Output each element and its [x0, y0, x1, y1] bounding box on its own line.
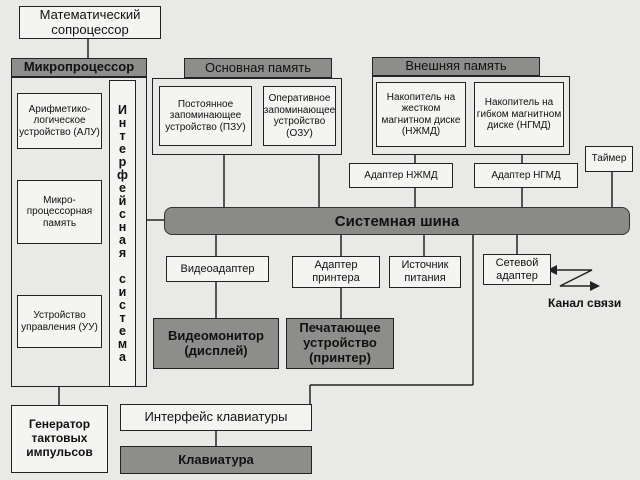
interface-system-letter: т — [119, 128, 126, 143]
interface-system-letter: м — [117, 336, 128, 351]
keyboard-box: Клавиатура — [120, 446, 312, 474]
interface-system-letter: с — [119, 297, 126, 312]
interface-system-letter: с — [119, 271, 126, 286]
interface-system-letter: е — [119, 141, 126, 156]
coprocessor-box: Математический сопроцессор — [19, 6, 161, 39]
keyboard-interface-box: Интерфейс клавиатуры — [120, 404, 312, 431]
interface-system-letter: н — [118, 219, 127, 234]
printer-adapter-box: Адаптер принтера — [292, 256, 380, 288]
fdd-adapter-box: Адаптер НГМД — [474, 163, 578, 188]
hdd-box: Накопитель на жестком магнитном диске (НЖМД) — [376, 82, 466, 147]
interface-system-letter — [121, 260, 124, 273]
interface-system-letter: р — [118, 154, 127, 169]
interface-system-letter: ф — [117, 167, 128, 182]
monitor-box: Видеомонитор (дисплей) — [153, 318, 279, 369]
interface-system-box — [109, 80, 136, 387]
hdd-adapter-box: Адаптер НЖМД — [349, 163, 453, 188]
ram-box: Оперативное запоминающее устройство (ОЗУ) — [263, 86, 336, 146]
alu-box: Арифметико- логическое устройство (АЛУ) — [17, 93, 102, 149]
interface-system-letter: И — [118, 102, 127, 117]
comm-channel-label: Канал связи — [548, 296, 622, 310]
interface-system-letter: а — [119, 232, 126, 247]
interface-system-letter: е — [119, 180, 126, 195]
clock-generator-box: Генератор тактовых импульсов — [11, 405, 108, 473]
interface-system-letter: а — [119, 349, 126, 364]
rom-box: Постоянное запоминающее устройство (ПЗУ) — [159, 86, 252, 146]
network-adapter-box: Сетевой адаптер — [483, 254, 551, 285]
interface-system-letter: т — [119, 310, 126, 325]
interface-system-letter: е — [119, 323, 126, 338]
microprocessor-title: Микропроцессор — [11, 58, 147, 77]
interface-system-label — [117, 104, 128, 364]
interface-system-letter: н — [118, 115, 127, 130]
power-supply-box: Источник питания — [389, 256, 461, 288]
timer-box: Таймер — [585, 146, 633, 172]
microprocessor-memory-box: Микро- процессорная память — [17, 180, 102, 244]
interface-system-letter: с — [119, 206, 126, 221]
main-memory-title: Основная память — [184, 58, 332, 78]
interface-system-letter: и — [118, 284, 127, 299]
video-adapter-box: Видеоадаптер — [166, 256, 269, 282]
system-bus: Системная шина — [164, 207, 630, 235]
interface-system-letter: й — [118, 193, 127, 208]
control-unit-box: Устройство управления (УУ) — [17, 295, 102, 348]
fdd-box: Накопитель на гибком магнитном диске (НГМД) — [474, 82, 564, 147]
external-memory-title: Внешняя память — [372, 57, 540, 76]
interface-system-letter: я — [118, 245, 127, 260]
printer-box: Печатающее устройство (принтер) — [286, 318, 394, 369]
